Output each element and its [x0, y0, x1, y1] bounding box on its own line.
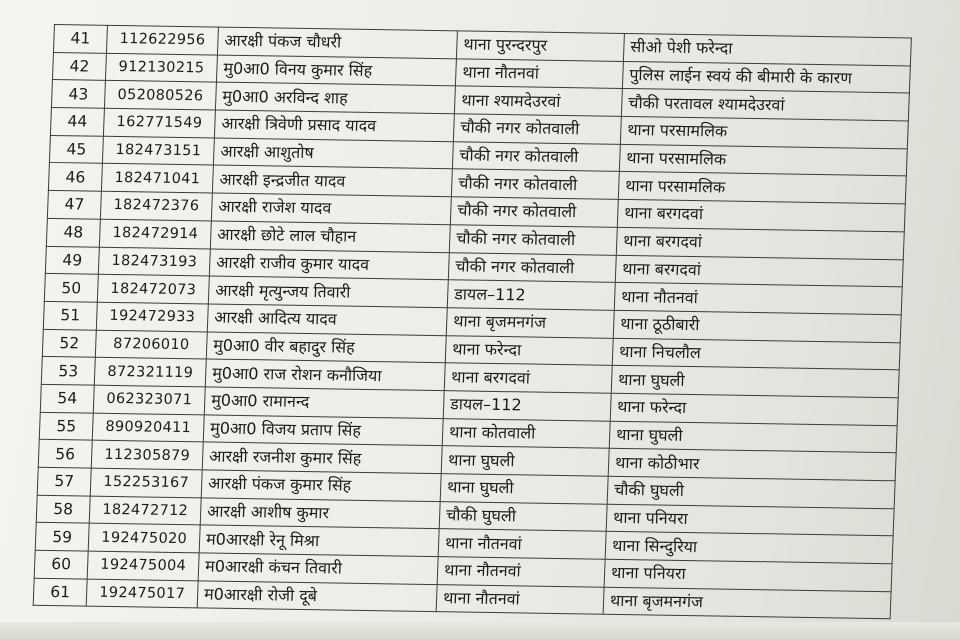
- employee-id-cell: 192475004: [87, 551, 199, 580]
- new-posting-cell: थाना नौतनवां: [614, 283, 902, 315]
- employee-id-cell: 182473193: [98, 247, 210, 276]
- current-posting-cell: थाना नौतनवां: [436, 584, 604, 614]
- name-cell: आरक्षी छोटे लाल चौहान: [210, 221, 450, 252]
- new-posting-cell: थाना बरगदवां: [616, 227, 904, 259]
- current-posting-cell: चौकी नगर कोतवाली: [452, 142, 620, 172]
- new-posting-cell: थाना परसामलिक: [619, 144, 907, 176]
- name-cell: म0आरक्षी कंचन तिवारी: [198, 553, 438, 584]
- employee-id-cell: 182471041: [101, 164, 213, 193]
- serial-number-cell: 49: [45, 246, 99, 275]
- employee-id-cell: 872321119: [94, 357, 206, 386]
- employee-id-cell: 182473151: [102, 136, 214, 165]
- serial-number-cell: 59: [35, 523, 89, 552]
- serial-number-cell: 52: [42, 329, 96, 358]
- serial-number-cell: 55: [39, 412, 93, 441]
- name-cell: मु0आ0 रामानन्द: [204, 387, 444, 418]
- new-posting-cell: थाना पनियरा: [606, 504, 894, 536]
- new-posting-cell: थाना ठूठीबारी: [613, 310, 901, 342]
- name-cell: आरक्षी आदित्य यादव: [207, 304, 447, 335]
- employee-id-cell: 192475017: [86, 579, 198, 608]
- current-posting-cell: थाना नौतनवां: [437, 557, 605, 587]
- serial-number-cell: 50: [44, 274, 98, 303]
- serial-number-cell: 41: [53, 25, 107, 54]
- current-posting-cell: चौकी घुघली: [439, 501, 607, 531]
- employee-id-cell: 192475020: [88, 523, 200, 552]
- new-posting-cell: थाना पनियरा: [604, 559, 892, 591]
- name-cell: आरक्षी रजनीश कुमार सिंह: [202, 442, 442, 473]
- employee-id-cell: 182472914: [99, 219, 211, 248]
- employee-id-cell: 152253167: [90, 468, 202, 497]
- current-posting-cell: चौकी नगर कोतवाली: [450, 197, 618, 227]
- name-cell: आरक्षी पंकज कुमार सिंह: [201, 470, 441, 501]
- name-cell: आरक्षी राजेश यादव: [211, 193, 451, 224]
- new-posting-cell: थाना बृजमनगंज: [603, 587, 891, 619]
- employee-id-cell: 912130215: [105, 53, 217, 82]
- serial-number-cell: 56: [38, 440, 92, 469]
- new-posting-cell: थाना कोठीभार: [608, 449, 896, 481]
- name-cell: आरक्षी पंकज चौधरी: [217, 27, 457, 58]
- serial-number-cell: 54: [40, 384, 94, 413]
- serial-number-cell: 42: [52, 52, 106, 81]
- current-posting-cell: थाना नौतनवां: [438, 529, 606, 559]
- name-cell: आरक्षी इन्द्रजीत यादव: [212, 165, 452, 196]
- new-posting-cell: सीओ पेशी फरेन्दा: [623, 33, 911, 65]
- current-posting-cell: थाना कोतवाली: [442, 418, 610, 448]
- new-posting-cell: थाना फरेन्दा: [610, 393, 898, 425]
- serial-number-cell: 58: [36, 495, 90, 524]
- employee-id-cell: 182472073: [97, 274, 209, 303]
- serial-number-cell: 48: [46, 218, 100, 247]
- serial-number-cell: 61: [33, 578, 87, 607]
- name-cell: मु0आ0 विनय कुमार सिंह: [216, 55, 456, 86]
- employee-id-cell: 112622956: [106, 25, 218, 54]
- name-cell: मु0आ0 अरविन्द शाह: [215, 82, 455, 113]
- name-cell: मु0आ0 विजय प्रताप सिंह: [203, 415, 443, 446]
- current-posting-cell: डायल–112: [447, 280, 615, 310]
- new-posting-cell: थाना निचलौल: [612, 338, 900, 370]
- current-posting-cell: थाना नौतनवां: [455, 59, 623, 89]
- current-posting-cell: थाना घुघली: [441, 446, 609, 476]
- serial-number-cell: 46: [48, 163, 102, 192]
- employee-id-cell: 890920411: [92, 413, 204, 442]
- employee-id-cell: 062323071: [93, 385, 205, 414]
- current-posting-cell: थाना घुघली: [440, 474, 608, 504]
- current-posting-cell: थाना बरगदवां: [444, 363, 612, 393]
- employee-id-cell: 162771549: [103, 108, 215, 137]
- new-posting-cell: थाना बरगदवां: [615, 255, 903, 287]
- current-posting-cell: थाना श्यामदेउरवां: [454, 86, 622, 116]
- serial-number-cell: 57: [37, 467, 91, 496]
- new-posting-cell: थाना परसामलिक: [618, 172, 906, 204]
- new-posting-cell: पुलिस लाईन स्वयं की बीमारी के कारण: [622, 61, 910, 93]
- employee-id-cell: 052080526: [104, 81, 216, 110]
- employee-id-cell: 182472376: [100, 191, 212, 220]
- name-cell: आरक्षी आशीष कुमार: [200, 498, 440, 529]
- name-cell: आरक्षी मृत्युन्जय तिवारी: [208, 276, 448, 307]
- new-posting-cell: थाना बरगदवां: [617, 200, 905, 232]
- new-posting-cell: थाना घुघली: [611, 366, 899, 398]
- employee-id-cell: 182472712: [89, 496, 201, 525]
- current-posting-cell: थाना पुरन्दरपुर: [456, 31, 624, 61]
- serial-number-cell: 44: [50, 108, 104, 137]
- name-cell: मु0आ0 राज रोशन कनौजिया: [205, 359, 445, 390]
- serial-number-cell: 51: [43, 301, 97, 330]
- table-body: [33, 25, 911, 620]
- employee-id-cell: 192472933: [96, 302, 208, 331]
- serial-number-cell: 45: [49, 135, 103, 164]
- current-posting-cell: डायल–112: [443, 391, 611, 421]
- name-cell: आरक्षी आशुतोष: [213, 138, 453, 169]
- name-cell: आरक्षी राजीव कुमार यादव: [209, 248, 449, 279]
- serial-number-cell: 43: [51, 80, 105, 109]
- new-posting-cell: चौकी घुघली: [607, 476, 895, 508]
- transfer-list-table: [33, 24, 912, 620]
- page-bottom-edge: [0, 622, 960, 639]
- new-posting-cell: थाना घुघली: [609, 421, 897, 453]
- name-cell: म0आरक्षी रोजी दूबे: [197, 581, 437, 612]
- current-posting-cell: थाना फरेन्दा: [445, 335, 613, 365]
- current-posting-cell: चौकी नगर कोतवाली: [449, 225, 617, 255]
- name-cell: म0आरक्षी रेनू मिश्रा: [199, 525, 439, 556]
- serial-number-cell: 60: [34, 550, 88, 579]
- new-posting-cell: चौकी परतावल श्यामदेउरवां: [621, 89, 909, 121]
- name-cell: मु0आ0 वीर बहादुर सिंह: [206, 332, 446, 363]
- employee-id-cell: 112305879: [91, 440, 203, 469]
- current-posting-cell: चौकी नगर कोतवाली: [453, 114, 621, 144]
- serial-number-cell: 53: [41, 357, 95, 386]
- new-posting-cell: थाना सिन्दुरिया: [605, 532, 893, 564]
- serial-number-cell: 47: [47, 191, 101, 220]
- employee-id-cell: 87206010: [95, 330, 207, 359]
- current-posting-cell: चौकी नगर कोतवाली: [451, 169, 619, 199]
- current-posting-cell: थाना बृजमनगंज: [446, 308, 614, 338]
- name-cell: आरक्षी त्रिवेणी प्रसाद यादव: [214, 110, 454, 141]
- current-posting-cell: चौकी नगर कोतवाली: [448, 252, 616, 282]
- new-posting-cell: थाना परसामलिक: [620, 116, 908, 148]
